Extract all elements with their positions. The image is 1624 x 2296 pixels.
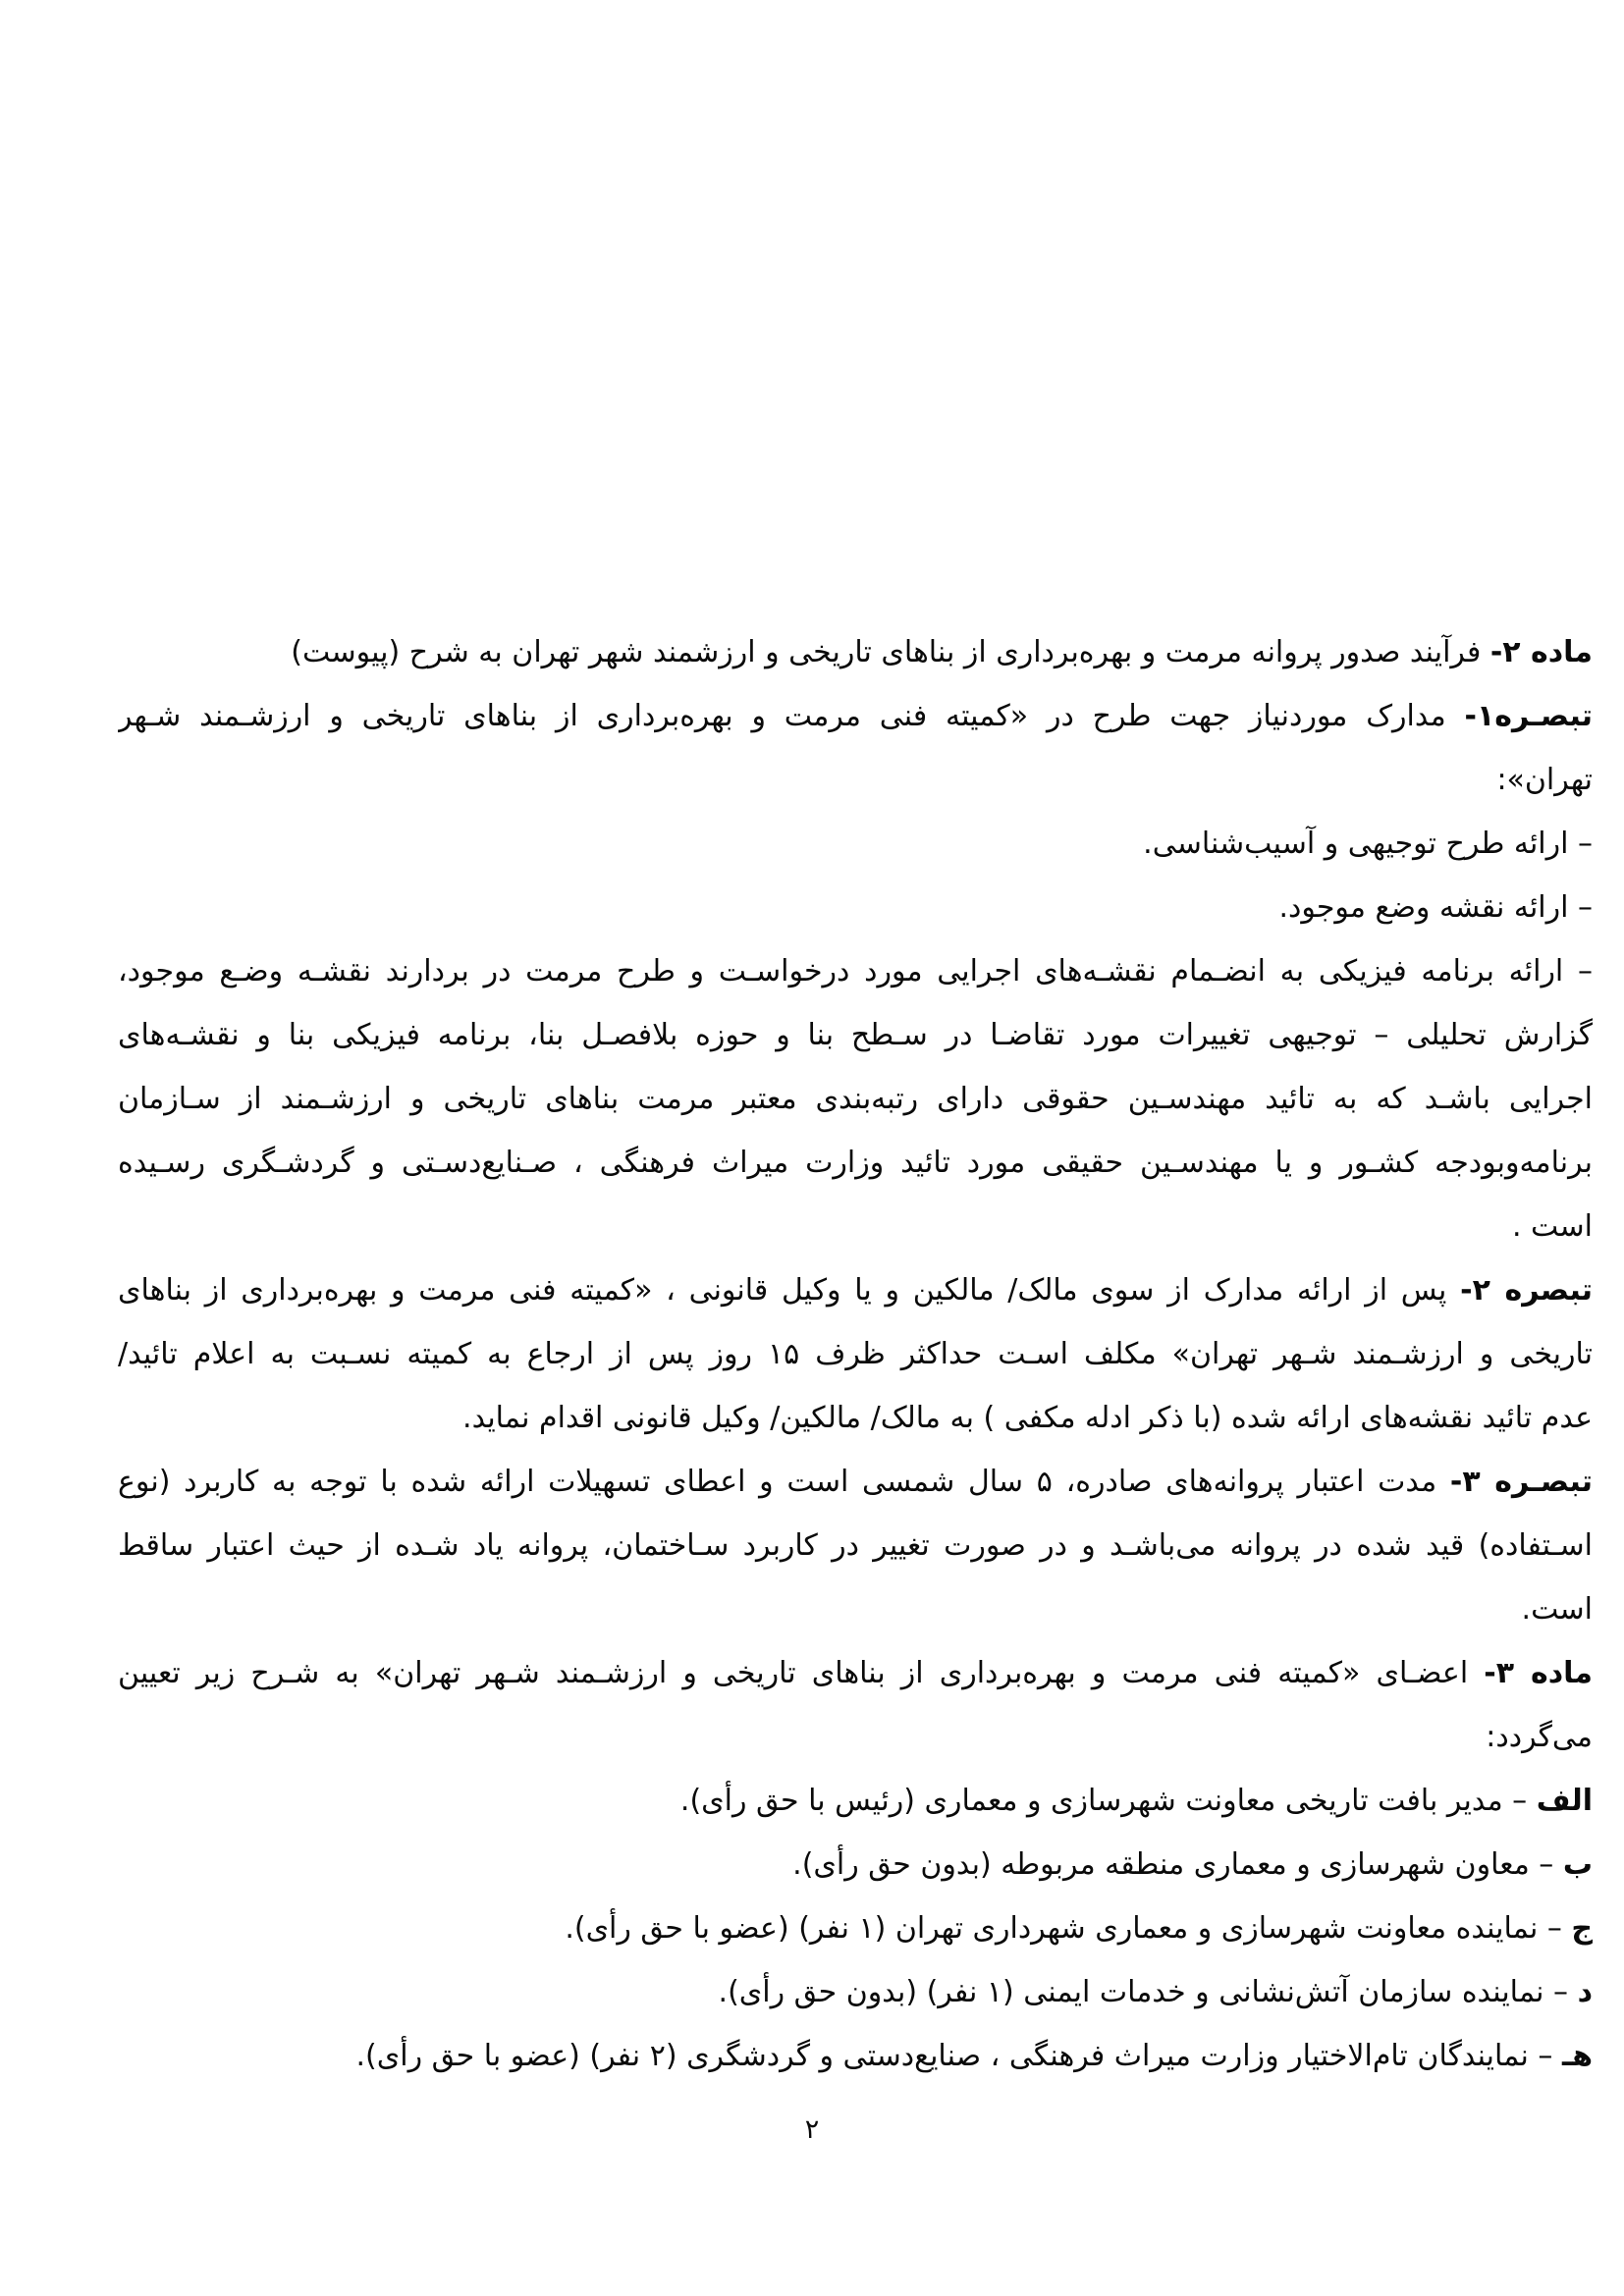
text-line: [118, 1450, 1593, 1514]
text-segment: – نمایندگان تام‌الاختیار وزارت میراث فرهنگی ، صنایع‌دستی و گردشگری (۲ نفر) (عضو با حق رأی).: [355, 2039, 1562, 2073]
text-segment-bold: ماده ۲-: [1489, 635, 1593, 669]
text-segment-bold: تبصـره۱-: [1464, 699, 1593, 733]
text-line: [118, 1577, 1593, 1641]
document-body: [118, 620, 1593, 2088]
text-segment: فرآیند صدور پروانه مرمت و بهره‌برداری از بناهای تاریخی و ارزشمند شهر تهران به شرح (پیوست): [291, 635, 1490, 669]
text-segment-bold: هـ: [1561, 2039, 1593, 2073]
text-segment-bold: الف: [1536, 1784, 1593, 1818]
text-line: [118, 2024, 1593, 2088]
text-segment: – نماینده معاونت شهرسازی و معماری شهرداری تهران (۱ نفر) (عضو با حق رأی).: [565, 1911, 1572, 1946]
text-line: [118, 812, 1593, 876]
text-segment: مدارک موردنیاز جهت طرح در «کمیته فنی مرمت و بهره‌برداری از بناهای تاریخی و ارزشـمند شـهر: [118, 699, 1465, 733]
text-segment-bold: تبصره ۲-: [1460, 1273, 1593, 1308]
text-segment: – ارائه نقشه وضع موجود.: [1278, 890, 1593, 925]
text-segment-bold: د: [1577, 1975, 1593, 2009]
text-segment: است.: [1521, 1592, 1593, 1627]
text-line: [118, 1641, 1593, 1705]
text-segment: – مدیر بافت تاریخی معاونت شهرسازی و معماری (رئیس با حق رأی).: [679, 1784, 1537, 1818]
text-segment: اعضـای «کمیته فنی مرمت و بهره‌برداری از بناهای تاریخی و ارزشـمند شـهر تهران» به شـرح زیر تعیین: [118, 1656, 1485, 1690]
text-line: [118, 1514, 1593, 1577]
text-line: [118, 876, 1593, 939]
text-segment: اجرایی باشـد که به تائید مهندسـین حقوقی دارای رتبه‌بندی معتبر مرمت بناهای تاریخی و ارزشـمند از سـازمان: [118, 1082, 1593, 1116]
text-line: [118, 1258, 1593, 1322]
text-line: [118, 1769, 1593, 1833]
text-line: [118, 1322, 1593, 1386]
text-line: [118, 1067, 1593, 1131]
text-segment: پس از ارائه مدارک از سوی مالک/ مالکین و یا وکیل قانونی ، «کمیته فنی مرمت و بهره‌برداری از بناهای: [118, 1273, 1461, 1308]
text-segment: – معاون شهرسازی و معماری منطقه مربوطه (بدون حق رأی).: [792, 1847, 1563, 1882]
text-line: [118, 1960, 1593, 2024]
text-line: [118, 1195, 1593, 1258]
text-segment: تاریخی و ارزشـمند شـهر تهران» مکلف اسـت حداکثر ظرف ۱۵ روز پس از ارجاع به کمیته نسـبت به اعلام تائید/: [118, 1337, 1593, 1371]
text-segment: مدت اعتبار پروانه‌های صادره، ۵ سال شمسی است و اعطای تسهیلات ارائه شده با توجه به کاربرد (نوع: [118, 1465, 1450, 1499]
page-number: ۲: [804, 2114, 820, 2145]
text-line: [118, 684, 1593, 748]
text-segment: گزارش تحلیلی – توجیهی تغییرات مورد تقاضـا در سـطح بنا و حوزه بلافصـل بنا، برنامه فیزیکی بنا و نقشـه‌های: [118, 1018, 1593, 1052]
text-segment-bold: ج: [1571, 1911, 1593, 1946]
text-segment: اسـتفاده) قید شده در پروانه می‌باشـد و در صورت تغییر در کاربرد سـاختمان، پروانه یاد شـده از حیث اعتبار ساقط: [118, 1528, 1593, 1563]
text-line: [118, 748, 1593, 812]
text-segment: است .: [1511, 1209, 1593, 1244]
text-segment-bold: تبصـره ۳-: [1449, 1465, 1593, 1499]
text-segment: – نماینده سازمان آتش‌نشانی و خدمات ایمنی (۱ نفر) (بدون حق رأی).: [718, 1975, 1578, 2009]
text-line: [118, 1705, 1593, 1769]
text-line: [118, 1386, 1593, 1450]
text-segment: برنامه‌وبودجه کشـور و یا مهندسـین حقیقی مورد تائید وزارت میراث فرهنگی ، صـنایع‌دسـتی و گردشـگری رسـیده: [118, 1146, 1593, 1180]
text-line: [118, 1833, 1593, 1896]
text-segment-bold: ماده ۳-: [1484, 1656, 1593, 1690]
text-segment-bold: ب: [1562, 1847, 1593, 1882]
text-line: [118, 620, 1593, 684]
text-line: [118, 1131, 1593, 1195]
text-line: [118, 939, 1593, 1003]
text-line: [118, 1003, 1593, 1067]
text-segment: – ارائه طرح توجیهی و آسیب‌شناسی.: [1143, 827, 1593, 861]
text-line: [118, 1896, 1593, 1960]
text-segment: – ارائه برنامه فیزیکی به انضـمام نقشـه‌های اجرایی مورد درخواسـت و طرح مرمت در بردارند نقشـه وضـع موجود،: [118, 954, 1593, 988]
text-segment: تهران»:: [1496, 763, 1593, 797]
text-segment: می‌گردد:: [1486, 1720, 1593, 1754]
text-segment: عدم تائید نقشه‌های ارائه شده (با ذکر ادله مکفی ) به مالک/ مالکین/ وکیل قانونی اقدام نماید.: [462, 1401, 1593, 1435]
